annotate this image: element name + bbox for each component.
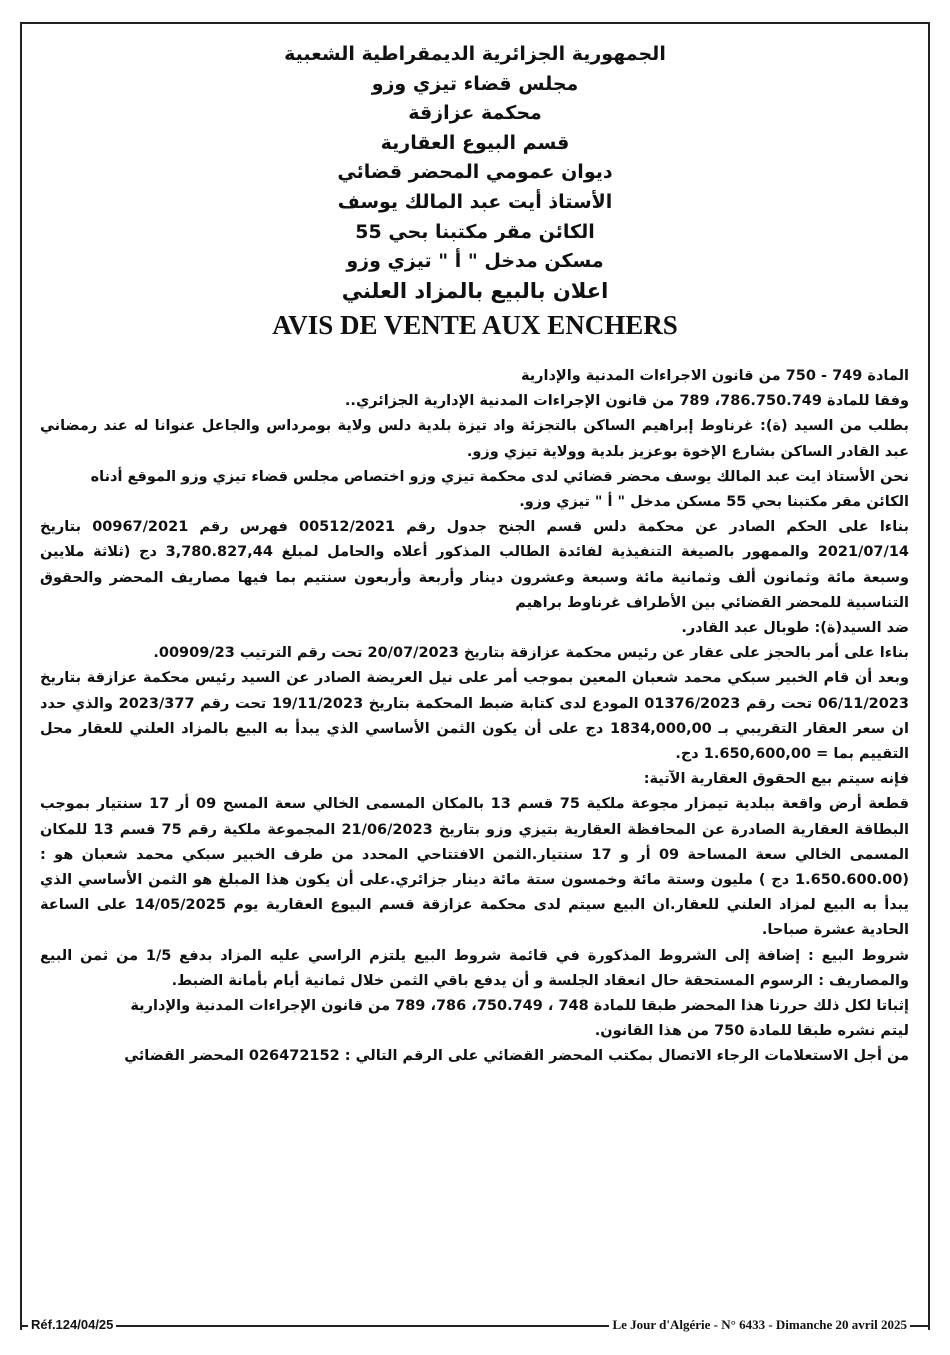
bailiff-paragraph: نحن الأستاذ ايت عبد المالك يوسف محضر قضائي لدى محكمة تيزي وزو اختصاص مجلس قضاء تيزي وزو الموقع أدناه (90, 468, 909, 485)
requester-paragraph: بطلب من السيد (ة): غرناوط إبراهيم الساكن بالتجزئة واد تيزة بلدية دلس ولاية بومرداس والجاعل عنوانا له عند رمضاني عبد القادر الساكن بشارع الإخوة بوعزيز بلدية وولاية تيزي وزو. (40, 418, 909, 460)
header-line-address-2: مسكن مدخل " أ " تيزي وزو (346, 250, 604, 273)
header-line-court-council: مجلس قضاء تيزي وزو (371, 72, 579, 95)
notice-header (0, 40, 950, 342)
contact-paragraph: من أجل الاستعلامات الرجاء الاتصال بمكتب المحضر القضائي على الرقم التالي : 026472152 المحضر القضائي (124, 1048, 909, 1065)
notice-title-fr: AVIS DE VENTE AUX ENCHERS (272, 310, 678, 341)
header-line-address-1: الكائن مقر مكتبنا بحي 55 (355, 220, 595, 243)
header-line-republic: الجمهورية الجزائرية الديمقراطية الشعبية (284, 43, 666, 65)
header-line-section: قسم البيوع العقارية (380, 131, 570, 154)
debtor-paragraph: ضد السيد(ة): طوبال عبد القادر. (681, 620, 909, 637)
legal-basis: وفقا للمادة 786.750.749، 789 من قانون الإجراءات المدنية الإدارية الجزائري.. (344, 393, 909, 410)
property-intro: فإنه سيتم بيع الحقوق العقارية الآتية: (643, 771, 909, 788)
header-line-announcement: اعلان بالبيع بالمزاد العلني (341, 278, 609, 303)
header-line-bailiff-name: الأستاذ أيت عبد المالك يوسف (337, 190, 613, 213)
office-address-paragraph: الكائن مقر مكتبنا بحي 55 مسكن مدخل " أ " تيزي وزو. (519, 494, 909, 511)
header-line-tribunal: محكمة عزازقة (408, 102, 542, 125)
seizure-order-paragraph: بناءا على أمر بالحجز على عقار عن رئيس محكمة عزازقة بتاريخ 20/07/2023 تحت رقم الترتيب 00909/23. (153, 645, 909, 662)
reference-number: Réf.124/04/25 (28, 1316, 116, 1334)
expert-valuation-paragraph: وبعد أن قام الخبير سبكي محمد شعبان المعين بموجب أمر على نيل العريضة الصادر عن السيد رئيس محكمة عزازقة بتاريخ 06/11/2023 تحت رقم 01376/2023 المودع لدى كتابة ضبط المحكمة بتاريخ 19/11/2023 تحت رقم 2023/377 والذي حدد ان سعر العقار التقريبي بـ 1834,000,00 دج على أن يكون الثمن الأساسي الذي يبدأ به البيع بالمزاد العلني للعقار محل التقييم بما = 1.650,600,00 دج. (40, 670, 910, 763)
article-reference: المادة 749 - 750 من قانون الاجراءات المدنية والإدارية (520, 368, 909, 384)
notice-body (40, 364, 909, 1070)
sale-conditions-paragraph: شروط البيع : إضافة إلى الشروط المذكورة في قائمة شروط البيع يلتزم الراسي عليه المزاد بدفع 1/5 من ثمن البيع والمصاريف : الرسوم المستحقة حال انعقاد الجلسة و أن يدفع باقي الثمن خلال ثمانية أيام بأمانة الضبط. (40, 947, 909, 989)
judgment-paragraph: بناءا على الحكم الصادر عن محكمة دلس قسم الجنح جدول رقم 00512/2021 فهرس رقم 00967/2021 بتاريخ 2021/07/14 والممهور بالصيغة التنفيذية لفائدة الطالب المذكور أعلاه والحامل لمبلغ 3,780.827,44 دج (ثلاثة ملايين وسبعة مائة وثمانون ألف وثمانية مائة وسبعة وعشرون دينار وأربعة وأربعون سنتيم بما فيها مصاريف المحضر والحقوق التناسبية للمحضر القضائي بين الأطراف غرناوط براهيم (40, 519, 910, 611)
attestation-paragraph: إثباتا لكل ذلك حررنا هذا المحضر طبقا للمادة 748 ، 750.749، 786، 789 من قانون الإجراءات المدنية والإدارية (130, 998, 909, 1015)
header-line-office: ديوان عمومي المحضر قضائي (337, 161, 613, 184)
publication-paragraph: ليتم نشره طبقا للمادة 750 من هذا القانون. (594, 1023, 909, 1040)
journal-credit: Le Jour d'Algérie - N° 6433 - Dimanche 20 avril 2025 (609, 1316, 910, 1334)
property-description-paragraph: قطعة أرض واقعة ببلدية تيمزار مجوعة ملكية 75 قسم 13 بالمكان المسمى الخالي سعة المسح 09 أر 17 سنتيار بموجب البطاقة العقارية الصادرة عن المحافظة العقارية بتيزي وزو بتاريخ 21/06/2023 المجموعة ملكية رقم 75 قسم 13 للمكان المسمى الخالي سعة المساحة 09 أر و 17 سنتيار.الثمن الافتتاحي المحدد من طرف الخبير سبكي محمد شعبان هو : (1.650.600.00 دج ) مليون وستة مائة وخمسون ستة مائة دينار جزائري.على أن يكون هذا المبلغ هو الثمن الأساسي الذي يبدأ به البيع لمزاد العلني للعقار.ان البيع سيتم لدى محكمة عزازقة قسم البيوع العقارية يوم 14/05/2025 على الساعة الحادية عشرة صباحا. (40, 796, 910, 939)
